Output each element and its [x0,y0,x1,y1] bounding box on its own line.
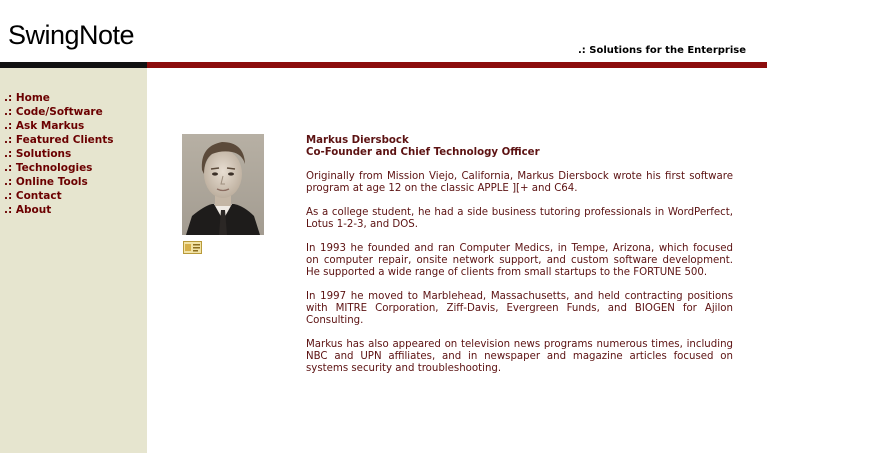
profile-title: Co-Founder and Chief Technology Officer [306,147,540,158]
nav-label: Featured Clients [15,134,114,146]
nav-label: Home [15,92,50,104]
nav-item-online-tools[interactable] [4,175,114,189]
nav-item-code-software[interactable] [4,105,114,119]
vcard-graphic [183,241,202,254]
nav-prefix: .: [4,134,13,146]
site-logo[interactable]: SwingNote [8,20,135,50]
sidebar-nav [4,91,114,217]
nav-label: About [15,204,52,216]
bio-paragraph: Originally from Mission Viejo, California, Markus Diersbock wrote his first software program at age 12 on the classic APPLE ][+ and C64. [306,171,733,194]
nav-item-ask-markus[interactable] [4,119,114,133]
nav-label: Code/Software [15,106,103,118]
nav-label: Online Tools [15,176,88,188]
nav-prefix: .: [4,106,13,118]
bio-paragraph: In 1993 he founded and ran Computer Medics, in Tempe, Arizona, which focused on computer repair, onsite network support, and custom software development. He supported a wide range of clients from small startups to the FORTUNE 500. [306,243,733,278]
portrait-photo [182,134,264,235]
nav-label: Ask Markus [15,120,85,132]
nav-item-solutions[interactable] [4,147,114,161]
profile-name: Markus Diersbock [306,135,409,146]
nav-label: Technologies [15,162,93,174]
bio-paragraph: Markus has also appeared on television news programs numerous times, including NBC and UPN affiliates, and in newspaper and magazine articles focused on systems security and troubleshooting. [306,339,733,374]
nav-item-about[interactable] [4,203,114,217]
sidebar [0,68,147,453]
nav-item-featured-clients[interactable] [4,133,114,147]
bio-paragraph: As a college student, he had a side business tutoring professionals in WordPerfect, Lotus 1-2-3, and DOS. [306,207,733,230]
bio-paragraph: In 1997 he moved to Marblehead, Massachusetts, and held contracting positions with MITRE Corporation, Ziff-Davis, Evergreen Funds, and BIOGEN for Ajilon Consulting. [306,291,733,326]
nav-item-home[interactable] [4,91,114,105]
nav-prefix: .: [4,120,13,132]
bio-content [306,135,733,387]
nav-prefix: .: [4,148,13,160]
portrait-illustration [182,134,264,235]
nav-label: Solutions [15,148,72,160]
nav-item-contact[interactable] [4,189,114,203]
nav-prefix: .: [4,162,13,174]
header-divider-red [147,62,767,68]
nav-prefix: .: [4,190,13,202]
nav-prefix: .: [4,204,13,216]
nav-prefix: .: [4,92,13,104]
nav-item-technologies[interactable] [4,161,114,175]
vcard-icon[interactable] [183,239,202,252]
spacer [306,159,733,171]
nav-prefix: .: [4,176,13,188]
site-tagline: .: Solutions for the Enterprise [578,45,747,56]
nav-label: Contact [15,190,62,202]
